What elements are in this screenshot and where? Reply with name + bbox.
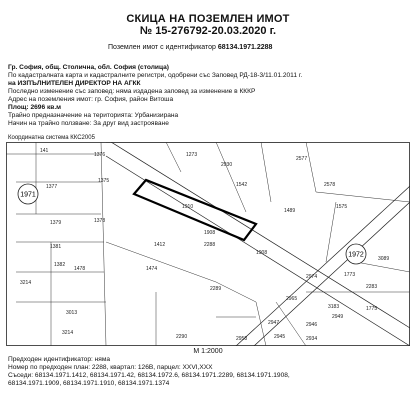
purpose-line: Трайно предназначение на територията: Урбанизирана	[8, 112, 179, 119]
parcel-label: 3183	[328, 304, 340, 310]
parcel-label: 1273	[186, 152, 198, 158]
parcel-label: 2578	[324, 182, 336, 188]
parcel-label: 1575	[336, 204, 348, 210]
parcel-label: 3089	[378, 256, 390, 262]
map-scale: М 1:2000	[193, 348, 223, 355]
parcel-label: 3214	[20, 280, 32, 286]
parcel-label: 1775	[366, 306, 378, 312]
parcel-label: 2974	[306, 274, 318, 280]
parcel-label: 1910	[182, 204, 194, 210]
identifier-value: 68134.1971.2288	[217, 44, 273, 51]
director-line: на ИЗПЪЛНИТЕЛЕН ДИРЕКТОР НА АГКК	[8, 80, 141, 87]
parcel-label: 2958	[236, 336, 248, 342]
parcel-label: 1375	[98, 178, 110, 184]
parcel-label: 1474	[146, 266, 158, 272]
parcel-label: 2289	[210, 286, 222, 292]
parcel-label: 2283	[366, 284, 378, 290]
parcel-label: 2949	[332, 314, 344, 320]
parcel-label: 1412	[154, 242, 166, 248]
parcel-label: 1382	[54, 262, 66, 268]
last-change-line: Последно изменение със заповед: няма издадена заповед за изменение в КККР	[8, 88, 256, 95]
parcel-label: 1773	[344, 272, 356, 278]
neighbours-line-1: Съседи: 68134.1971.1412, 68134.1971.42, 68134.1972.6, 68134.1971.2289, 68134.1971.1908,	[8, 372, 290, 379]
parcel-label: 2290	[176, 334, 188, 340]
circle-label-1971: 1971	[20, 191, 36, 199]
parcel-label: 1908	[204, 230, 216, 236]
parcel-label: 1478	[74, 266, 86, 272]
cadastral-map	[6, 142, 410, 346]
parcel-label: 2946	[306, 322, 318, 328]
usage-line: Начин на трайно ползване: За друг вид застрояване	[8, 120, 169, 127]
parcel-label: 3214	[62, 330, 74, 336]
parcel-label: 2945	[274, 334, 286, 340]
parcel-label: 2288	[204, 242, 216, 248]
area-line: Площ: 2696 кв.м	[8, 104, 62, 111]
city-line: Гр. София, общ. Столична, обл. София (столица)	[8, 64, 169, 71]
parcel-label: 2934	[306, 336, 318, 342]
parcel-label: 1377	[46, 184, 58, 190]
parcel-label: 1379	[50, 220, 62, 226]
cadastre-line: По кадастралната карта и кадастралните регистри, одобрени със Заповед РД-18-3/11.01.2011 г.	[8, 72, 303, 79]
neighbours-line-2: 68134.1971.1909, 68134.1971.1910, 68134.1971.1374	[8, 380, 170, 387]
parcel-label: 141	[40, 148, 49, 154]
parcel-label: 1542	[236, 182, 248, 188]
parcel-label: 1378	[94, 218, 106, 224]
parcel-label: 1489	[284, 208, 296, 214]
document-title: СКИЦА НА ПОЗЕМЛЕН ИМОТ	[126, 13, 290, 25]
previous-plan-line: Номер по предходен план: 2288, квартал: 126В, парцел: XXVI,XXX	[8, 364, 213, 371]
circle-label-1972: 1972	[348, 251, 364, 259]
parcel-label: 2930	[221, 162, 233, 168]
parcel-label: 1376	[94, 152, 106, 158]
parcel-label: 2965	[286, 296, 298, 302]
document-number: № 15-276792-20.03.2020 г.	[139, 25, 277, 37]
parcel-identifier	[108, 44, 272, 52]
parcel-label: 3013	[66, 310, 78, 316]
coordinate-system-label: Координатна система ККС2005	[8, 135, 95, 141]
parcel-label: 2577	[296, 156, 308, 162]
parcel-label: 2947	[268, 320, 280, 326]
parcel-label: 1908	[256, 250, 268, 256]
previous-identifier-line: Предходен идентификатор: няма	[8, 356, 111, 363]
identifier-label: Поземлен имот с идентификатор	[108, 44, 216, 51]
address-line: Адрес на поземления имот: гр. София, район Витоша	[8, 96, 174, 103]
parcel-label: 1381	[50, 244, 62, 250]
